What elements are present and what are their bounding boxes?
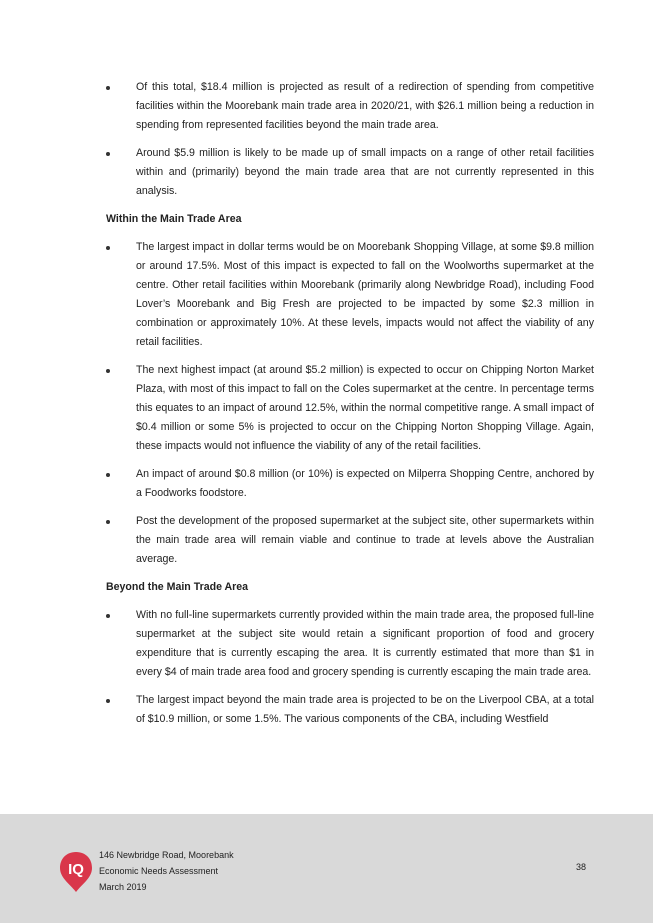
bullet-icon	[106, 520, 110, 524]
footer-report-title: Economic Needs Assessment	[99, 866, 219, 876]
bullet-text: Of this total, $18.4 million is projected as result of a redirection of spending from competitive facilities within the Moorebank main trade area in 2020/21, with $26.1 million being a reduction in spending from represented facilities beyond the main trade area.	[136, 81, 594, 131]
bullet-icon	[106, 152, 110, 156]
bullet-text: Around $5.9 million is likely to be made up of small impacts on a range of other retail facilities within and (primarily) beyond the main trade area that are not currently represented in this analysis.	[136, 147, 594, 197]
section-heading: Within the Main Trade Area	[106, 213, 242, 225]
iq-logo-icon	[58, 850, 94, 894]
page-number: 38	[576, 862, 587, 872]
bullet-item	[106, 144, 594, 201]
bullet-text: The next highest impact (at around $5.2 million) is expected to occur on Chipping Norton Market Plaza, with most of this impact to fall on the Coles supermarket at the centre. In percentage terms this equates to an impact of around 12.5%, within the normal competitive range. A small impact of $0.4 million or some 5% is projected to occur on the Chipping Norton Shopping Village. Again, these impacts would not influence the viability of any of the retail facilities.	[136, 364, 594, 452]
page-footer	[0, 814, 653, 923]
bullet-item	[106, 238, 594, 352]
section-heading: Beyond the Main Trade Area	[106, 581, 249, 593]
bullet-icon	[106, 614, 110, 618]
bullet-item	[106, 606, 594, 682]
footer-date: March 2019	[99, 882, 147, 892]
bullet-icon	[106, 86, 110, 90]
bullet-icon	[106, 473, 110, 477]
bullet-text: The largest impact in dollar terms would be on Moorebank Shopping Village, at some $9.8 million or around 17.5%. Most of this impact is expected to fall on the Woolworths supermarket at the centre. Other retail facilities within Moorebank (primarily along Newbridge Road), including Food Lover’s Moorebank and Big Fresh are projected to be impacted by some $2.3 million in combination or approximately 10%. At these levels, impacts would not affect the viability of any retail facilities.	[136, 241, 594, 348]
bullet-text: The largest impact beyond the main trade area is projected to be on the Liverpool CBA, at a total of $10.9 million, or some 1.5%. The various components of the CBA, including Westfield	[136, 694, 594, 725]
footer-address: 146 Newbridge Road, Moorebank	[99, 850, 234, 860]
bullet-item	[106, 361, 594, 456]
logo-text: IQ	[68, 861, 84, 878]
bullet-item	[106, 512, 594, 569]
main-content	[106, 78, 594, 738]
bullet-text: An impact of around $0.8 million (or 10%) is expected on Milperra Shopping Centre, anchored by a Foodworks foodstore.	[136, 468, 594, 499]
bullet-icon	[106, 369, 110, 373]
bullet-item	[106, 465, 594, 503]
bullet-icon	[106, 246, 110, 250]
bullet-text: With no full-line supermarkets currently provided within the main trade area, the proposed full-line supermarket at the subject site would retain a significant proportion of food and grocery expenditure that is currently escaping the area. It is currently estimated that more than $1 in every $4 of main trade area food and grocery spending is currently escaping the main trade area.	[136, 609, 594, 678]
bullet-icon	[106, 699, 110, 703]
bullet-item	[106, 691, 594, 729]
bullet-text: Post the development of the proposed supermarket at the subject site, other supermarkets within the main trade area will remain viable and continue to trade at levels above the Australian average.	[136, 515, 594, 565]
footer-info	[99, 847, 234, 895]
bullet-item	[106, 78, 594, 135]
